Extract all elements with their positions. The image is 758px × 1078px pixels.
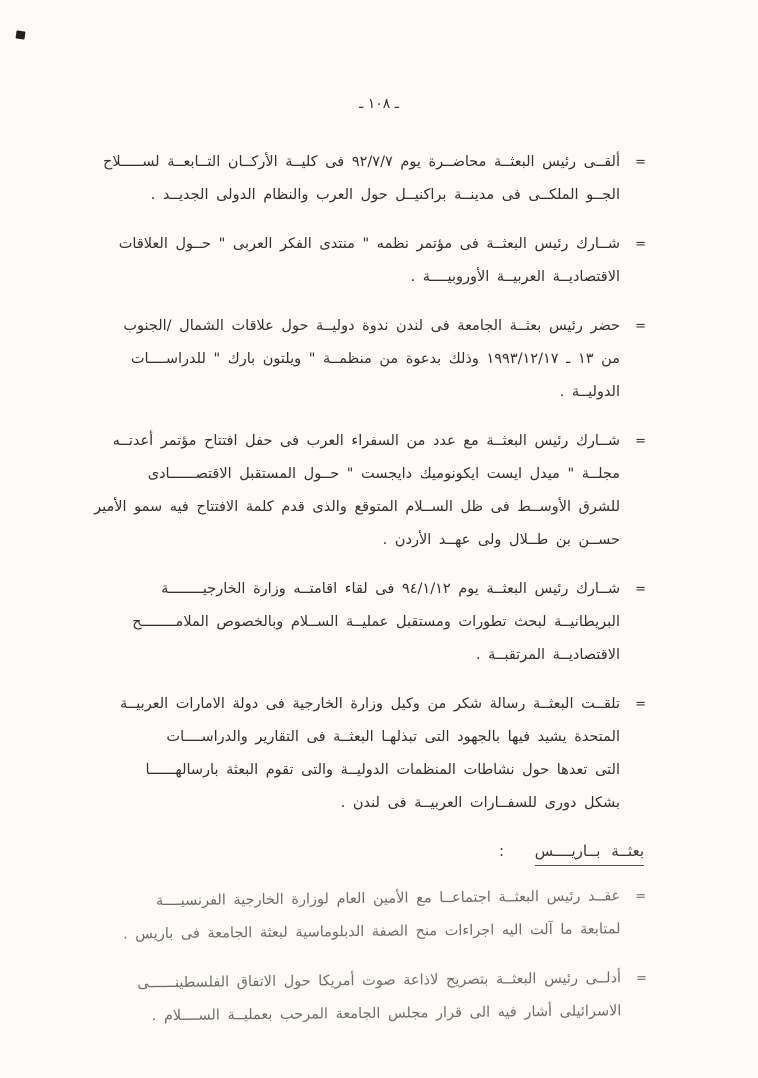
text-line: حســن بن طــلال ولى عهــد الأردن .: [382, 532, 620, 548]
paragraph-1: [103, 146, 646, 212]
text-line: الدوليــة .: [559, 384, 620, 400]
faded-section: [122, 880, 648, 1033]
paragraph-lines: [94, 425, 620, 557]
text-line: حضر رئيس بعثــة الجامعة فى لندن ندوة دوليــة حول علاقات الشمال /الجنوب: [123, 318, 620, 334]
paragraph-lines: [123, 962, 622, 1033]
text-line: تلقــت البعثــة رسالة شكر من وكيل وزارة الخارجية فى دولة الامارات العربيــة: [120, 696, 620, 712]
text-line: أدلــى رئيس البعثــة بتصريح لاذاعة صوت أمريكا حول الاتفاق الفلسطينــــــى: [137, 970, 622, 992]
bullet-marker: =: [635, 434, 646, 449]
document-content: [94, 146, 648, 1044]
bullet-marker: =: [636, 970, 648, 987]
text-line: للشرق الأوســط فى ظل الســلام المتوقع والذى قدم كلمة الافتتاح فيه سمو الأمير: [94, 499, 620, 515]
paragraph-lines: [122, 880, 621, 951]
paragraph-5: [122, 573, 646, 672]
scan-artifact-mark: [15, 30, 25, 39]
paragraph-7: [122, 880, 647, 951]
paragraph-lines: [122, 310, 620, 409]
text-line: الاسرائيلى أشار فيه الى قرار مجلس الجامعة المرحب بعمليــة الســــلام .: [151, 1003, 622, 1025]
paragraph-4: [94, 425, 646, 557]
text-line: ألقــى رئيس البعثــة محاضــرة يوم ٩٢/٧/٧ فى كليــة الأركــان التــابعــة لســـــلاح: [103, 154, 620, 170]
text-line: من ١٣ ـ ١٩٩٣/١٢/١٧ وذلك بدعوة من منظمــة " ويلتون بارك " للدراســــات: [130, 351, 620, 367]
paragraph-2: [118, 228, 646, 294]
text-line: البريطانيــة لبحث تطورات ومستقبل عمليــة الســلام وبالخصوص الملامــــــــح: [132, 614, 620, 630]
text-line: مجلــة " ميدل ايست ايكونوميك دايجست " حــول المستقبل الاقتصــــــادى: [147, 466, 620, 482]
section-heading-colon: :: [498, 842, 505, 860]
paragraph-lines: [103, 146, 620, 212]
bullet-marker: =: [635, 155, 646, 170]
paragraph-lines: [122, 688, 620, 820]
text-line: شــارك رئيس البعثــة مع عدد من السفراء العرب فى حفل افتتاح مؤتمر أعدتــه: [112, 433, 620, 449]
section-heading-text: بعثــة بــاريــــس: [535, 842, 644, 866]
text-line: لمتابعة ما آلت اليه اجراءات منح الصفة الدبلوماسية لبعثة الجامعة فى باريس .: [122, 921, 621, 943]
paragraph-3: [122, 310, 646, 409]
paragraph-6: [122, 688, 646, 820]
bullet-marker: =: [635, 319, 646, 334]
bullet-marker: =: [635, 697, 646, 712]
bullet-marker: =: [635, 888, 647, 905]
text-line: بشكل دورى للسفــارات العربيــة فى لندن .: [340, 795, 620, 811]
text-line: المتحدة يشيد فيها بالجهود التى تبذلهـا البعثــة فى التقارير والدراســــات: [166, 729, 620, 745]
paragraph-8: [123, 962, 648, 1033]
bullet-marker: =: [635, 582, 646, 597]
text-line: الاقتصاديــة العربيــة الأوروبيــــة .: [410, 269, 620, 285]
page-number: ـ ١٠٨ ـ: [359, 96, 399, 112]
text-line: التى تعدها حول نشاطات المنظمات الدوليــة والتى تقوم البعثة بارسالهــــــا: [145, 762, 620, 778]
text-line: شــارك رئيس البعثــة يوم ٩٤/١/١٢ فى لقاء اقامتــه وزارة الخارجيــــــــة: [161, 581, 620, 597]
paragraph-lines: [122, 573, 620, 672]
paragraph-lines: [118, 228, 620, 294]
text-line: الاقتصاديــة المرتقبــة .: [475, 647, 620, 663]
text-line: شــارك رئيس البعثــة فى مؤتمر نظمه " منتدى الفكر العربى " حــول العلاقات: [118, 236, 620, 252]
text-line: الجــو الملكــى فى مدينــة براكنيــل حول العرب والنظام الدولى الجديــد .: [150, 187, 620, 203]
bullet-marker: =: [635, 237, 646, 252]
section-heading: [114, 836, 644, 866]
text-line: عقــد رئيس البعثــة اجتماعــا مع الأمين العام لوزارة الخارجية الفرنسيــــة: [155, 888, 621, 910]
